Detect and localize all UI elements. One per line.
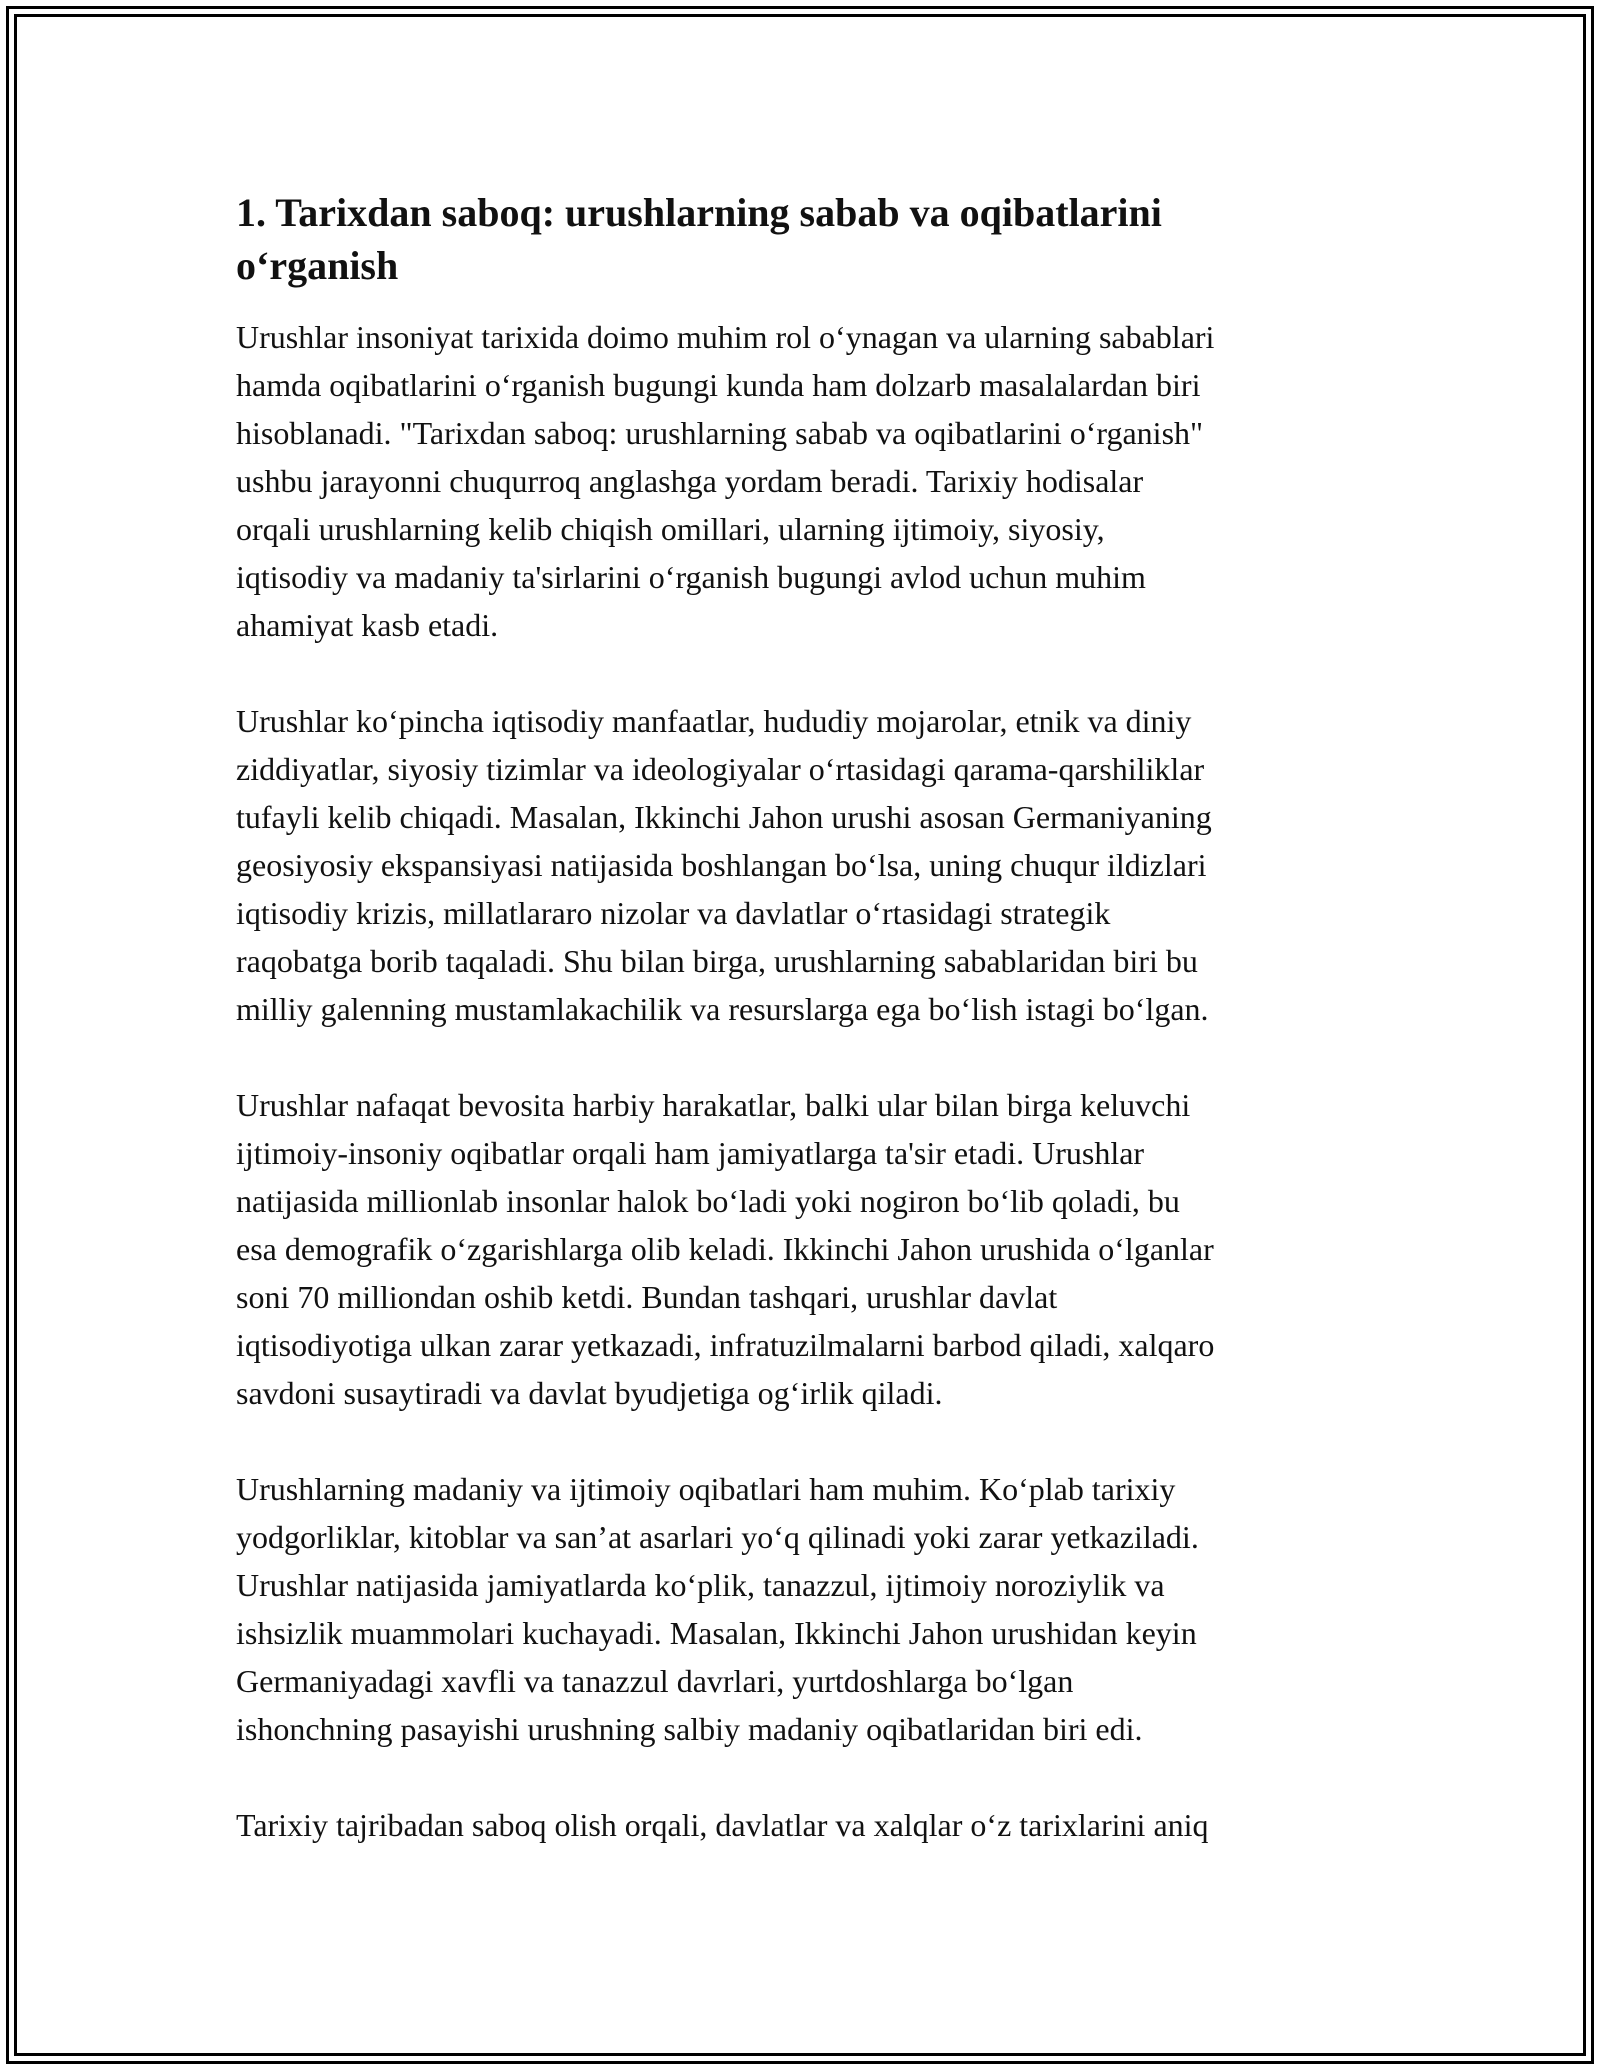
paragraph-4: Urushlarning madaniy va ijtimoiy oqibatlari ham muhim. Ko‘plab tarixiy yodgorliklar, kitoblar va san’at asarlari yo‘q qilinadi yoki zarar yetkaziladi. Urushlar natijasida jamiyatlarda ko‘plik, tanazzul, ijtimoiy noroziylik va ishsizlik muammolari kuchayadi. Masalan, Ikkinchi Jahon urushidan keyin Germaniyadagi xavfli va tanazzul davrlari, yurtdoshlarga bo‘lgan ishonchning pasayishi urushning salbiy madaniy oqibatlaridan biri edi. — [236, 1471, 1199, 1747]
document-title: 1. Tarixdan saboq: urushlarning sabab va oqibatlarini o‘rganish — [236, 190, 1162, 288]
paragraph-2: Urushlar ko‘pincha iqtisodiy manfaatlar, hududiy mojarolar, etnik va diniy ziddiyatlar, siyosiy tizimlar va ideologiyalar o‘rtasidagi qarama-qarshiliklar tufayli kelib chiqadi. Masalan, Ikkinchi Jahon urushi asosan Germaniyaning geosiyosiy ekspansiyasi natijasida boshlangan bo‘lsa, uning chuqur ildizlari iqtisodiy krizis, millatlararo nizolar va davlatlar o‘rtasidagi strategik raqobatga borib taqaladi. Shu bilan birga, urushlarning sabablaridan biri bu milliy galenning mustamlakachilik va resurslarga ega bo‘lish istagi bo‘lgan. — [236, 703, 1212, 1027]
paragraph-3: Urushlar nafaqat bevosita harbiy harakatlar, balki ular bilan birga keluvchi ijtimoiy-insoniy oqibatlar orqali ham jamiyatlarga ta'sir etadi. Urushlar natijasida millionlab insonlar halok bo‘ladi yoki nogiron bo‘lib qoladi, bu esa demografik o‘zgarishlarga olib keladi. Ikkinchi Jahon urushida o‘lganlar soni 70 milliondan oshib ketdi. Bundan tashqari, urushlar davlat iqtisodiyotiga ulkan zarar yetkazadi, infratuzilmalarni barbod qiladi, xalqaro savdoni susaytiradi va davlat byudjetiga og‘irlik qiladi. — [236, 1087, 1215, 1411]
document-body — [236, 186, 1366, 1897]
paragraph-1: Urushlar insoniyat tarixida doimo muhim rol o‘ynagan va ularning sabablari hamda oqibatlarini o‘rganish bugungi kunda ham dolzarb masalalardan biri hisoblanadi. "Tarixdan saboq: urushlarning sabab va oqibatlarini o‘rganish" ushbu jarayonni chuqurroq anglashga yordam beradi. Tarixiy hodisalar orqali urushlarning kelib chiqish omillari, ularning ijtimoiy, siyosiy, iqtisodiy va madaniy ta'sirlarini o‘rganish bugungi avlod uchun muhim ahamiyat kasb etadi. — [236, 319, 1215, 643]
paragraph-5: Tarixiy tajribadan saboq olish orqali, davlatlar va xalqlar o‘z tarixlarini aniq — [236, 1807, 1209, 1843]
